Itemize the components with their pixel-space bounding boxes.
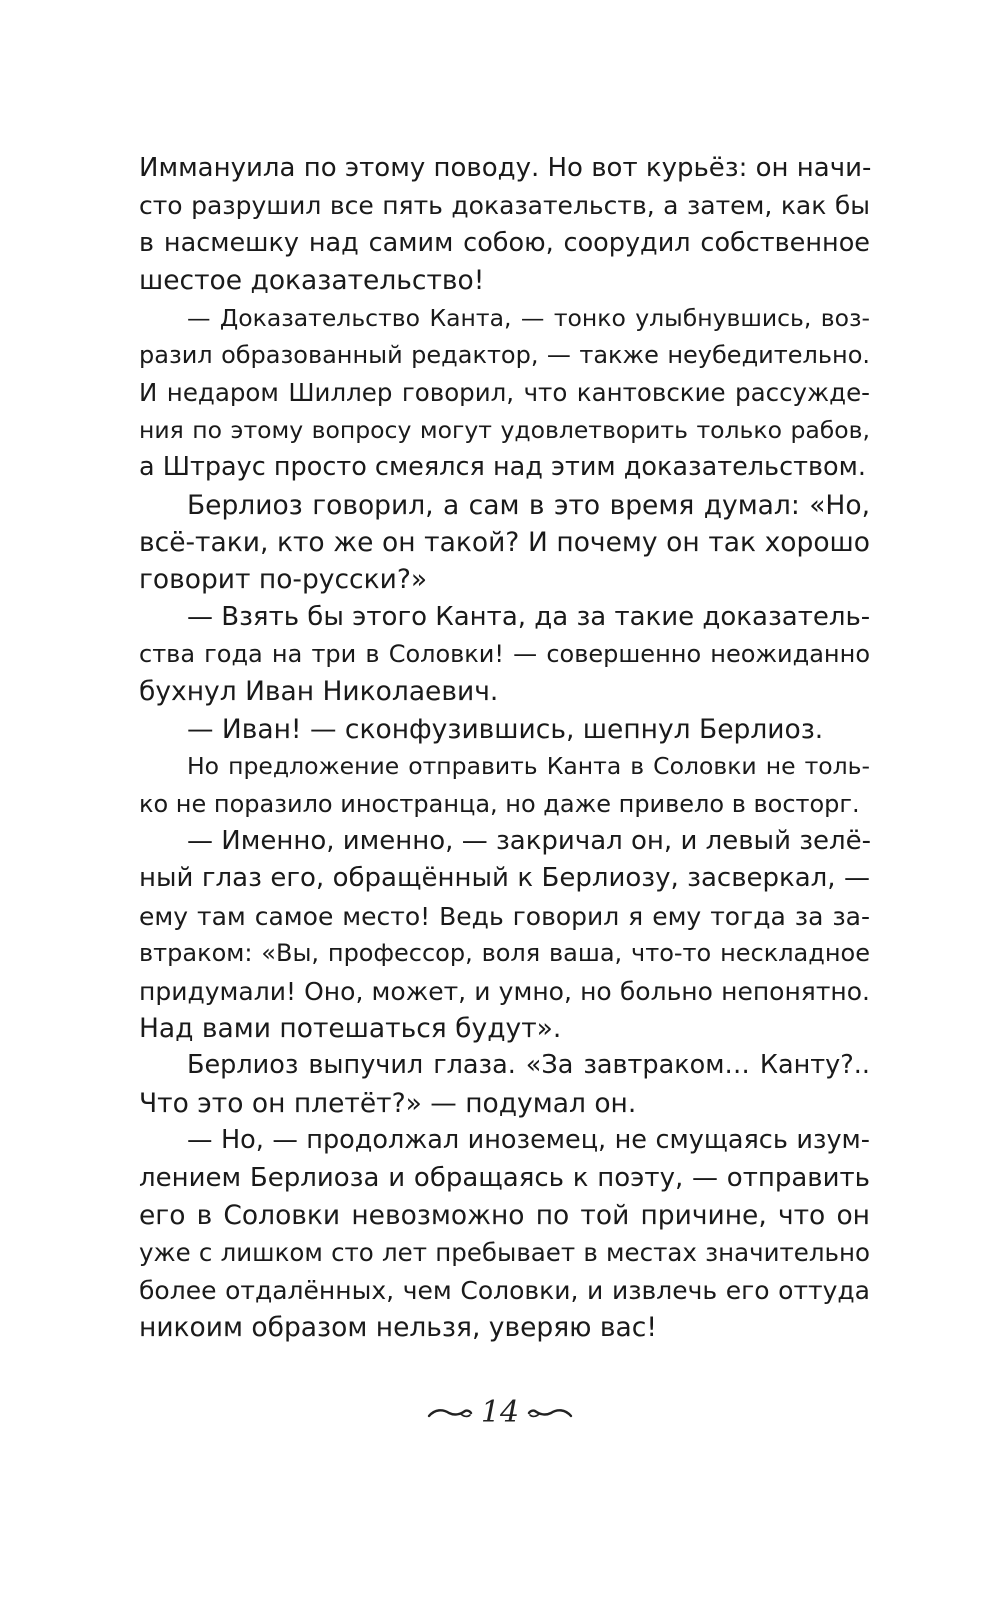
text-line: всё-таки, кто же он такой? И почему он так хорошо xyxy=(139,526,870,558)
text-line: Над вами потешаться будут». xyxy=(139,1012,562,1044)
page-number: 14 xyxy=(480,1395,520,1430)
text-line: разил образованный редактор, — также неубедительно. xyxy=(139,340,870,369)
text-line: — Взять бы этого Канта, да за такие доказатель- xyxy=(187,601,871,632)
text-line: ко не поразило иностранца, но даже привело в восторг. xyxy=(139,789,860,818)
text-line: — Иван! — сконфузившись, шепнул Берлиоз. xyxy=(187,713,824,745)
text-line: а Штраус просто смеялся над этим доказательством. xyxy=(139,452,866,483)
text-line: Берлиоз выпучил глаза. «За завтраком… Канту?.. xyxy=(187,1050,870,1081)
text-line: ный глаз его, обращённый к Берлиозу, засверкал, — xyxy=(139,863,870,894)
text-line: ему там самое место! Ведь говорил я ему тогда за за- xyxy=(139,901,870,931)
text-line: Что это он плетёт?» — подумал он. xyxy=(139,1087,637,1119)
text-line: — Но, — продолжал иноземец, не смущаясь изум- xyxy=(187,1125,870,1156)
text-line: ния по этому вопросу могут удовлетворить только рабов, xyxy=(139,415,870,444)
body-text xyxy=(139,150,870,1347)
text-line: Но предложение отправить Канта в Соловки не толь- xyxy=(187,752,870,781)
page-footer xyxy=(0,1395,1000,1445)
text-line: никоим образом нельзя, уверяю вас! xyxy=(139,1312,657,1344)
text-line: в насмешку над самим собою, соорудил собственное xyxy=(139,227,870,258)
text-line: его в Соловки невозможно по той причине, что он xyxy=(139,1199,870,1231)
text-line: придумали! Оно, может, и умно, но больно непонятно. xyxy=(139,976,870,1006)
text-line: более отдалённых, чем Соловки, и извлечь его оттуда xyxy=(139,1275,870,1305)
text-line: втраком: «Вы, профессор, воля ваша, что-то нескладное xyxy=(139,939,870,968)
text-line: уже с лишком сто лет пребывает в местах значительно xyxy=(139,1238,870,1268)
text-line: лением Берлиоза и обращаясь к поэту, — отправить xyxy=(139,1162,870,1193)
text-line: бухнул Иван Николаевич. xyxy=(139,676,499,708)
text-line: шестое доказательство! xyxy=(139,265,485,297)
text-line: говорит по-русски?» xyxy=(139,564,428,596)
text-line: Иммануила по этому поводу. Но вот курьёз: он начи- xyxy=(139,153,872,183)
text-line: Берлиоз говорил, а сам в это время думал: «Но, xyxy=(187,489,870,521)
text-line: сто разрушил все пять доказательств, а затем, как бы xyxy=(139,191,870,221)
left-ornament-icon xyxy=(427,1405,473,1421)
right-ornament-icon xyxy=(527,1405,573,1421)
text-line: ства года на три в Соловки! — совершенно неожиданно xyxy=(139,640,870,669)
text-line: И недаром Шиллер говорил, что кантовские рассужде- xyxy=(139,378,870,408)
text-line: — Именно, именно, — закричал он, и левый зелё- xyxy=(187,826,872,857)
text-line: — Доказательство Канта, — тонко улыбнувшись, воз- xyxy=(187,303,870,332)
